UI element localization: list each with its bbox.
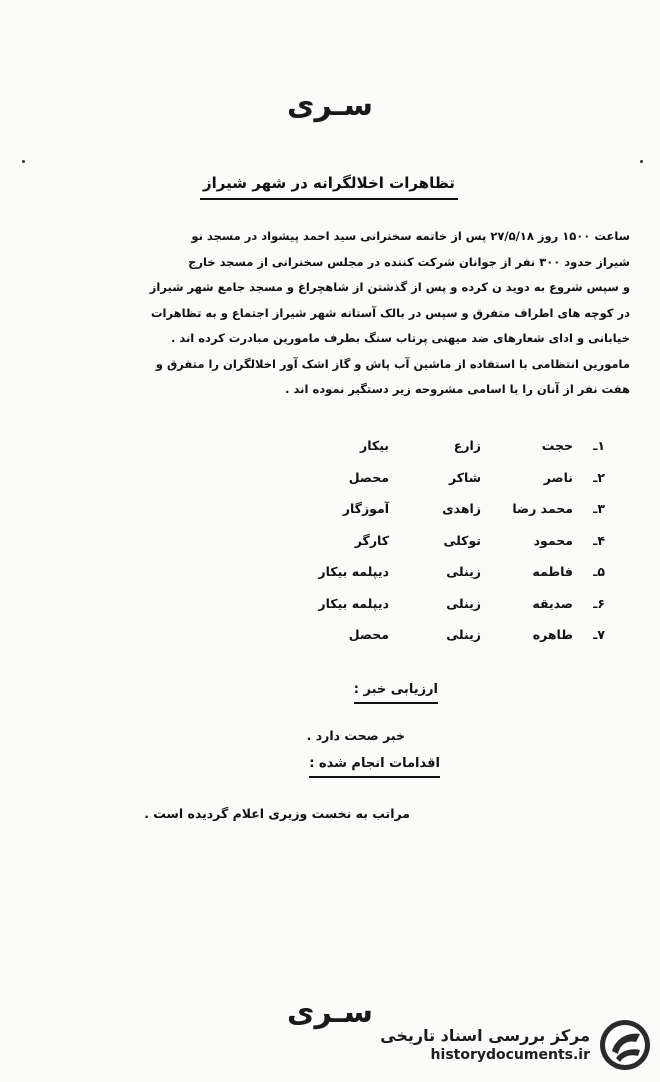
roster-first-name: فاطمه [532,564,573,580]
roster-occupation: دیپلمه بیکار [318,564,389,580]
roster-last-name: زارع [453,438,481,454]
scan-speck [640,160,643,163]
watermark-text [380,1026,590,1064]
document-title: تظاهرات اخلالگرانه در شهر شیراز [200,174,458,200]
roster-occupation: بیکار [360,438,389,454]
evaluation-heading: ارزیابی خبر : [354,682,438,704]
roster-last-name: زینلی [446,564,481,580]
roster-number: ۶ـ [593,595,605,611]
roster-number: ۴ـ [593,532,605,548]
classification-top: سـری [287,88,373,123]
paragraph-line-3: و سپس شروع به دوید ن کرده و پس از گذشتن از شاهچراغ و مسجد جامع شهر شیراز [149,280,630,294]
paragraph-line-5: خیابانی و ادای شعارهای ضد میهنی پرتاب سنگ بطرف مامورین مبادرت کرده اند . [170,331,630,345]
roster-number: ۱ـ [593,438,605,454]
watermark-persian: مرکز بررسی اسناد تاریخی [380,1026,590,1045]
roster-number: ۷ـ [593,627,605,643]
roster-row [290,430,605,462]
roster-row [290,556,605,588]
roster-occupation: آموزگار [342,501,389,517]
roster-first-name: محمد رضا [512,501,573,517]
roster-occupation: محصل [348,627,389,643]
classification-bottom: سـری [287,995,373,1030]
evaluation-text: خبر صحت دارد . [306,728,405,743]
roster-last-name: شاکر [448,469,481,485]
paragraph-line-4: در کوچه های اطراف متفرق و سپس در بالک آستانه شهر شیراز اجتماع و به تظاهرات [150,305,630,320]
roster-row [290,493,605,525]
watermark [380,1018,652,1072]
scan-speck [22,160,25,163]
roster-last-name: زاهدی [442,501,481,517]
paragraph-line-7: هفت نفر از آنان را با اسامی مشروحه زیر دستگیر نموده اند . [285,382,630,396]
paragraph-line-6: مامورین انتظامی با استفاده از ماشین آب پاش و گاز اشک آور اخلالگران را متفرق و [155,356,630,371]
watermark-url: historydocuments.ir [430,1047,590,1063]
roster-last-name: توکلی [443,532,481,548]
roster-last-name: زینلی [446,595,481,611]
paragraph-line-2: شیراز حدود ۳۰۰ نفر از جوانان شرکت کننده در مجلس سخنرانی از مسجد خارج [188,254,630,269]
roster-number: ۳ـ [593,501,605,517]
report-line: مراتب به نخست وزیری اعلام گردیده است . [144,806,410,821]
roster-row [290,619,605,651]
roster-last-name: زینلی [446,627,481,643]
roster-first-name: حجت [541,438,573,454]
arrest-roster [290,430,605,651]
roster-first-name: طاهره [532,627,573,643]
roster-first-name: محمود [533,532,573,548]
roster-number: ۲ـ [593,469,605,485]
roster-number: ۵ـ [593,564,605,580]
paragraph-line-1: ساعت ۱۵۰۰ روز ۲۷/۵/۱۸ پس از خاتمه سخنرانی سید احمد پیشواد در مسجد نو [191,229,630,243]
roster-first-name: ناصر [543,469,573,485]
roster-first-name: صدیقه [532,595,573,611]
roster-row [290,462,605,494]
roster-row [290,588,605,620]
action-heading: اقدامات انجام شده : [309,756,440,778]
roster-row [290,525,605,557]
roster-occupation: محصل [348,469,389,485]
history-documents-logo-icon [598,1018,652,1072]
roster-occupation: دیپلمه بیکار [318,595,389,611]
report-paragraph [38,224,630,403]
roster-occupation: کارگر [354,532,389,548]
